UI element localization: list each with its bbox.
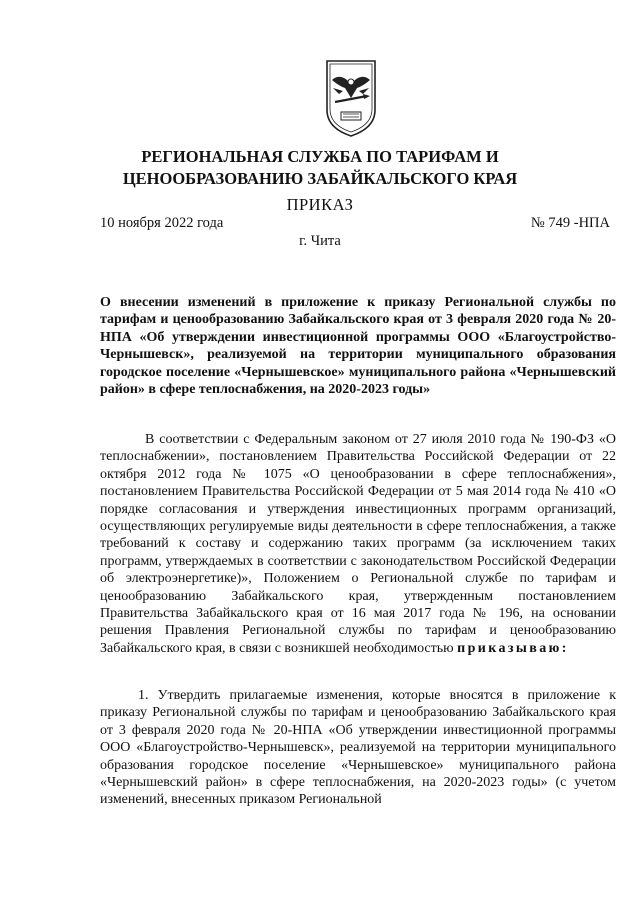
document-subject: О внесении изменений в приложение к приказу Региональной службы по тарифам и ценообразованию Забайкальского края от 3 февраля 2020 года № 20-НПА «Об утверждении инвестиционной программы ООО «Благоустройство-Чернышевск», реализуемой на территории муниципального образования городское поселение «Чернышевское» муниципального района «Чернышевский район» в сфере теплоснабжения, на 2020-2023 годы» <box>100 295 616 398</box>
document-type: ПРИКАЗ <box>286 195 354 214</box>
preamble-paragraph <box>100 431 616 657</box>
organization-name-line-2: ЦЕНООБРАЗОВАНИЮ ЗАБАЙКАЛЬСКОГО КРАЯ <box>122 169 518 188</box>
decree-word: приказываю: <box>457 640 569 656</box>
point-1-paragraph: 1. Утвердить прилагаемые изменения, которые вносятся в приложение к приказу Региональной службы по тарифам и ценообразованию Забайкальского края от 3 февраля 2020 года № 20-НПА «Об утверждении инвестиционной программы ООО «Благоустройство-Чернышевск», реализуемой на территории муниципального образования городское поселение «Чернышевское» муниципального района «Чернышевский район» в сфере теплоснабжения, на 2020-2023 годы» (с учетом изменений, внесенных приказом Региональной <box>100 688 616 808</box>
document-number: № 749 -НПА <box>530 215 610 231</box>
document-date: 10 ноября 2022 года <box>100 215 224 231</box>
preamble-text: В соответствии с Федеральным законом от 27 июля 2010 года № 190-ФЗ «О теплоснабжении», постановлением Правительства Российской Федерации от 22 октября 2012 года № 1075 «О ценообразовании в сфере теплоснабжения», постановлением Правительства Российской Федерации от 5 мая 2014 года № 410 «О порядке согласования и утверждения инвестиционных программ организаций, осуществляющих регулируемые виды деятельности в сфере теплоснабжения, а также требований к составу и содержанию таких программ (за исключением таких программ, утверждаемых в соответствии с законодательством Российской Федерации об электроэнергетике)», Положением о Региональной службе по тарифам и ценообразованию Забайкальского края, утвержденным постановлением Правительства Забайкальского края от 16 мая 2017 года № 196, на основании решения Правления Региональной службы по тарифам и ценообразованию Забайкальского края, в связи с возникшей необходимостью <box>100 432 616 656</box>
organization-name <box>60 146 580 190</box>
coat-of-arms-icon <box>323 58 379 138</box>
document-city: г. Чита <box>299 233 341 249</box>
organization-name-line-1: РЕГИОНАЛЬНАЯ СЛУЖБА ПО ТАРИФАМ И <box>141 147 499 166</box>
